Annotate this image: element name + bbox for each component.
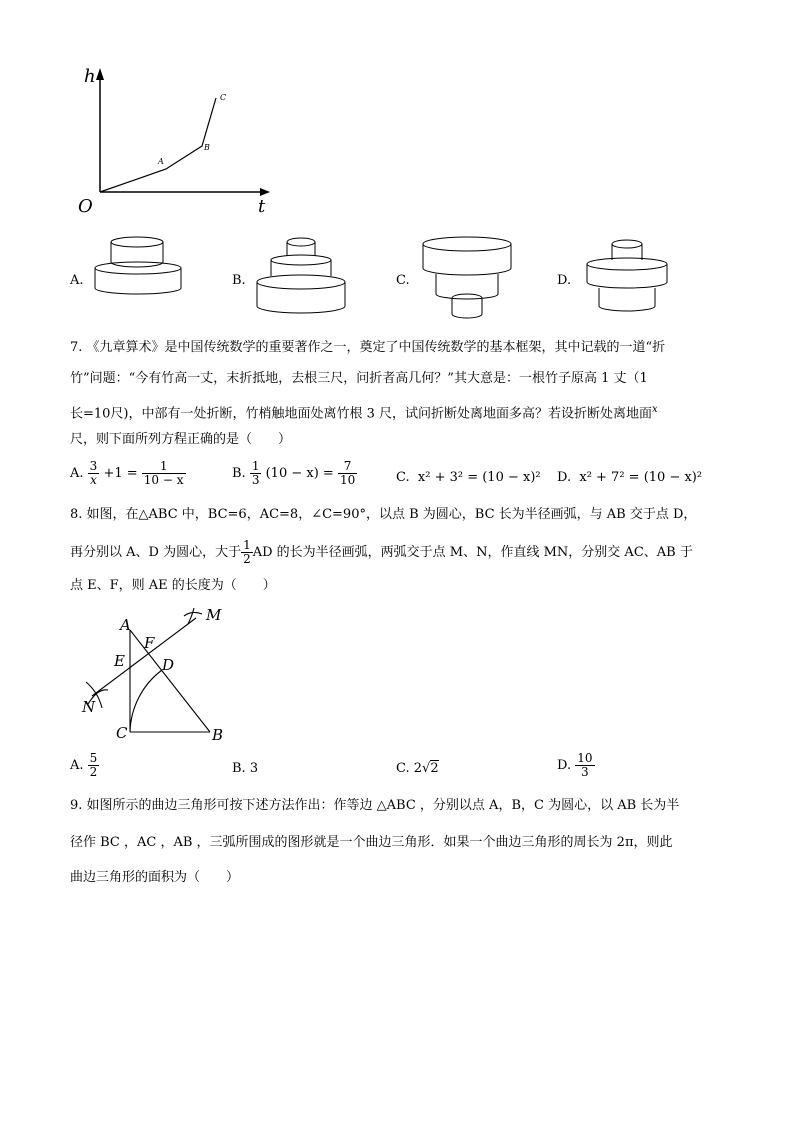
q8-line-1: 8. 如图，在△ABC 中，BC=6，AC=8，∠C=90°，以点 B 为圆心，BC 长为半径画弧，与 AB 交于点 D，	[70, 507, 697, 522]
q7-option-c: C. x² + 3² = (10 − x)²	[396, 470, 541, 485]
q7-option-b: B. $\frac{1}{3}$ (10 − x) = $\frac{7}{10}$	[232, 459, 356, 487]
point-e-label: E	[114, 652, 125, 670]
point-c-label: C	[220, 93, 227, 102]
vertex-c-label: C	[116, 724, 128, 742]
q8-option-a: A. $\frac{5}{2}$	[70, 751, 98, 779]
q7-option-d: D. x² + 7² = (10 − x)²	[557, 470, 703, 485]
q8-option-b: B. 3	[232, 761, 259, 776]
container-d-figure	[582, 236, 672, 318]
triangle-construction-figure	[72, 604, 242, 744]
point-a-label: A	[158, 157, 164, 166]
q9-line-2: 径作 BC ，AC ，AB ，三弧所围成的图形就是一个曲边三角形．如果一个曲边三角形的周长为 2π，则此	[70, 835, 673, 850]
q6-option-b-label: B.	[232, 273, 246, 288]
q9-line-1: 9. 如图所示的曲边三角形可按下述方法作出：作等边 △ABC ，分别以点 A，B，C 为圆心，以 AB 长为半	[70, 798, 680, 813]
q7-line-1: 7. 《九章算术》是中国传统数学的重要著作之一，奠定了中国传统数学的基本框架，其中记载的一道“折	[70, 340, 666, 355]
q9-line-3: 曲边三角形的面积为（ ）	[70, 870, 240, 885]
h-axis-label: h	[84, 66, 96, 87]
q7-option-a: A. $\frac{3}{x}$ +1 = $\frac{1}{10 - x}$	[70, 459, 184, 487]
t-axis-label: t	[258, 196, 266, 217]
point-b-label: B	[204, 143, 210, 152]
height-time-graph	[70, 62, 280, 222]
container-c-figure	[420, 236, 516, 324]
q8-option-c: C. 2√2	[396, 761, 439, 776]
vertex-a-label: A	[120, 616, 131, 634]
point-f-label: F	[144, 634, 155, 652]
q6-option-c-label: C.	[396, 273, 410, 288]
container-a-figure	[92, 234, 186, 306]
q6-option-a-label: A.	[70, 273, 84, 288]
q7-line-2: 竹”问题：“今有竹高一丈，末折抵地，去根三尺，问折者高几何？”其大意是：一根竹子原高 1 丈（1	[70, 371, 648, 386]
point-n-label: N	[82, 698, 96, 716]
q7-line-4: 尺，则下面所列方程正确的是（ ）	[70, 432, 292, 447]
vertex-b-label: B	[212, 726, 224, 744]
origin-label: O	[78, 196, 93, 217]
point-m-label: M	[206, 606, 222, 624]
q7-line-3: 长=10尺)，中部有一处折断，竹梢触地面处离竹根 3 尺，试问折断处离地面多高？若设折断处离地面$^x$	[70, 404, 658, 422]
q8-option-d: D. $\frac{10}{3}$	[557, 751, 593, 779]
q8-line-2: 再分别以 A、D 为圆心，大于 $\frac{1}{2}$ AD 的长为半径画弧，两弧交于点 M、N，作直线 MN，分别交 AC、AB 于	[70, 538, 693, 566]
q6-option-d-label: D.	[557, 273, 572, 288]
q8-line-3: 点 E、F，则 AE 的长度为（ ）	[70, 578, 276, 593]
container-b-figure	[255, 236, 349, 322]
point-d-label: D	[162, 656, 175, 674]
